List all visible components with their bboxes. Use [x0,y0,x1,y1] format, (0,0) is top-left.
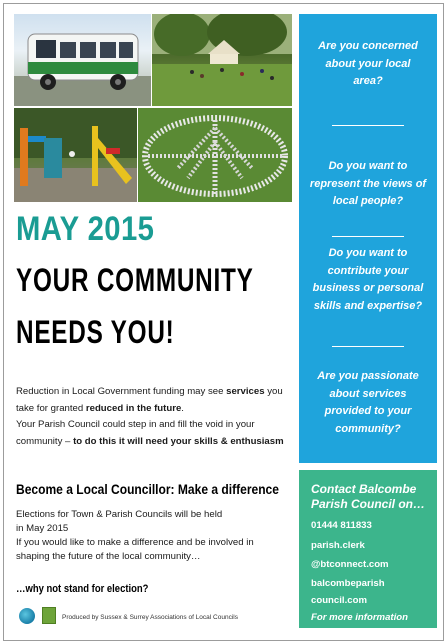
headline-line-1: YOUR COMMUNITY [16,262,254,298]
headline-line-2: NEEDS YOU! [16,314,175,350]
questions-panel [299,14,437,463]
contact-title [311,482,435,512]
contact-email-line-2[interactable]: @btconnect.com [311,559,389,570]
elections-paragraph [16,508,296,564]
intro-paragraph [16,384,291,450]
minibus-photo [14,14,151,106]
elections-line: shaping the future of the local community… [16,551,201,562]
produced-by-text: Produced by Sussex & Surrey Associations of Local Councils [62,614,238,621]
question-line: Are you concerned [318,40,418,52]
intro-text: . [181,402,184,414]
more-info-text: For more information [311,612,409,623]
elections-line: Elections for Town & Parish Councils will be held [16,509,223,520]
intro-text: Your Parish Council could step in and fill the void in your [16,419,255,431]
divider [332,125,404,126]
question-line: contribute your [327,264,409,277]
intro-bold: to do this it will need your skills & enthusiasm [73,435,284,447]
elections-line: in May 2015 [16,523,69,534]
council-logo-icon [42,607,56,624]
intro-text: you take for granted [16,386,283,414]
intro-text: Reduction in Local Government funding may see [16,386,227,397]
question-line: about your local [325,57,411,70]
question-4 [299,368,437,438]
question-line: skills and expertise? [313,299,423,312]
question-1 [299,38,437,91]
contact-title-line: Parish Council on… [311,497,426,511]
intro-bold: services [226,386,265,397]
question-3 [299,245,437,315]
contact-title-line: Contact Balcombe [311,482,417,496]
question-line: Do you want to [328,160,408,172]
question-line: Do you want to [328,247,408,259]
intro-text: community – [16,435,74,447]
question-line: represent the views of [309,177,427,190]
subheading: Become a Local Councillor: Make a difference [16,481,279,497]
question-line: business or personal [312,282,424,294]
contact-website-line-1[interactable]: balcombeparish [311,578,385,589]
call-to-action: …why not stand for election? [16,583,149,595]
question-line: area? [353,75,383,87]
association-logo-icon [19,608,35,624]
intro-bold: reduced in the future [85,402,182,414]
footer [16,605,276,627]
contact-panel [299,470,437,628]
crowd-formation-photo [138,108,292,202]
question-line: provided to your [324,405,412,417]
question-line: local people? [332,195,404,207]
divider [332,236,404,237]
date-heading: MAY 2015 [16,210,155,248]
play-area-cleaning-photo [14,108,137,202]
divider [332,346,404,347]
contact-website-line-2[interactable]: council.com [311,595,367,606]
contact-phone[interactable]: 01444 811833 [311,520,372,531]
question-line: about services [329,387,407,400]
question-line: community? [335,422,401,435]
question-2 [299,158,437,211]
elections-line: If you would like to make a difference and be involved in [16,537,254,548]
park-event-photo [152,14,292,106]
contact-email-line-1[interactable]: parish.clerk [311,540,365,551]
question-line: Are you passionate [317,370,419,382]
